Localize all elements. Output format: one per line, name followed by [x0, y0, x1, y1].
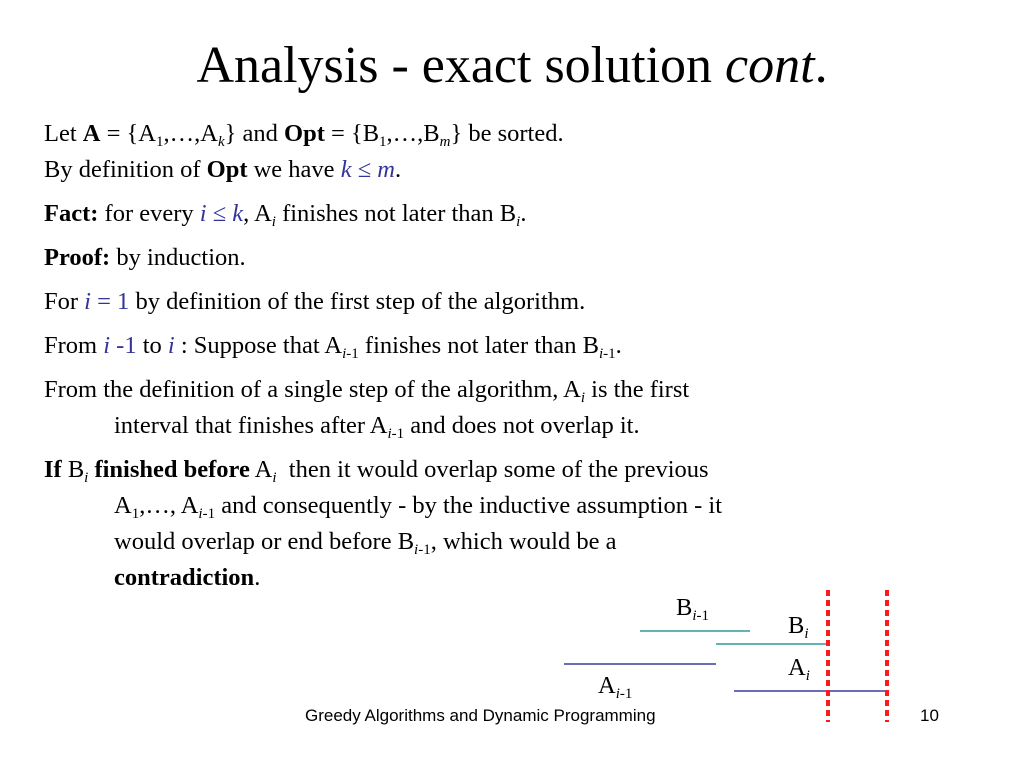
t: m [439, 134, 451, 150]
t: ≤ [206, 200, 233, 227]
t: If [44, 456, 62, 483]
t: . [254, 564, 261, 591]
t: A [788, 654, 806, 681]
line-5 [44, 284, 984, 328]
t: and does not overlap it. [404, 412, 640, 439]
t: A [249, 456, 273, 483]
t: -1 [696, 608, 710, 624]
t: -1 [418, 542, 431, 558]
line-1 [44, 116, 984, 152]
line-6 [44, 328, 984, 372]
t: i [414, 542, 419, 558]
t: ≤ [351, 156, 378, 183]
t: finishes not later than B [358, 332, 599, 359]
t: i [84, 470, 89, 486]
t: finished before [94, 456, 250, 483]
t: -1 [202, 506, 216, 522]
t: i [198, 506, 203, 522]
t: to [136, 332, 168, 359]
t: = {B [324, 120, 380, 147]
page-number: 10 [920, 706, 939, 725]
t: } be sorted. [450, 120, 564, 147]
footer-text: Greedy Algorithms and Dynamic Programming [305, 706, 656, 725]
t: A [82, 120, 101, 147]
t: B [788, 612, 805, 639]
t: contradiction [114, 564, 255, 591]
t: by definition of the first step of the algorithm. [129, 288, 586, 315]
t: is the first [585, 376, 690, 403]
title-italic: cont [725, 37, 815, 94]
t: : Suppose that A [174, 332, 343, 359]
slide-body [44, 116, 984, 596]
t: -1 [110, 332, 137, 359]
t: From [44, 332, 104, 359]
t: For [44, 288, 85, 315]
t: i [804, 626, 809, 642]
t: Let [44, 120, 83, 147]
t: B [61, 456, 85, 483]
line-4 [44, 240, 984, 284]
t: finishes not later than B [275, 200, 517, 227]
t: for every [98, 200, 200, 227]
t: i [580, 390, 586, 406]
t: ,…,A [163, 120, 218, 147]
line-11 [44, 524, 984, 560]
line-12 [44, 560, 984, 596]
t: i [103, 332, 111, 359]
t: -1 [619, 686, 633, 702]
line-3 [44, 196, 984, 240]
t: k [232, 200, 244, 227]
t: , A [243, 200, 272, 227]
line-8 [44, 408, 984, 452]
title-main: Analysis - exact solution [196, 37, 726, 94]
t: . [520, 200, 527, 227]
t: , which would be a [430, 528, 617, 555]
t: 1 [156, 134, 164, 150]
t: A [114, 492, 132, 519]
t: k [217, 134, 225, 150]
t: -1 [603, 346, 616, 362]
t: m [377, 156, 395, 183]
t: = 1 [90, 288, 130, 315]
t: i [387, 426, 392, 442]
t: From the definition of a single step of the algorithm, A [44, 376, 581, 403]
t: i [805, 668, 810, 684]
label-b-i [788, 612, 809, 640]
t: B [676, 594, 693, 621]
t: 1 [379, 134, 387, 150]
t: = {A [100, 120, 157, 147]
line-2 [44, 152, 984, 196]
label-a-i [788, 654, 810, 682]
t: k [340, 156, 352, 183]
t: Opt [206, 156, 248, 183]
t: By definition of [44, 156, 207, 183]
t: i [516, 214, 521, 230]
t: i [199, 200, 207, 227]
t: i [692, 608, 697, 624]
t: 1 [131, 506, 140, 522]
t: we have [247, 156, 341, 183]
t: Opt [284, 120, 325, 147]
t: } and [224, 120, 285, 147]
t: would overlap or end before B [114, 528, 415, 555]
t: then it would overlap some of the previous [276, 456, 709, 483]
t: -1 [346, 346, 359, 362]
t: i [167, 332, 175, 359]
title-end: . [814, 37, 828, 94]
label-a-im1 [598, 672, 632, 700]
t: i [271, 214, 276, 230]
t: Fact: [44, 200, 99, 227]
t: ,…,B [386, 120, 440, 147]
line-9 [44, 452, 984, 488]
t: i [272, 470, 277, 486]
t: i [599, 346, 604, 362]
t: interval that finishes after A [114, 412, 388, 439]
line-10 [44, 488, 984, 524]
label-b-im1 [676, 594, 709, 622]
t: and consequently - by the inductive assumption - it [215, 492, 723, 519]
slide-title [0, 36, 1024, 96]
t: ,…, A [139, 492, 199, 519]
t: -1 [391, 426, 405, 442]
t: i [84, 288, 91, 315]
t: . [615, 332, 622, 359]
t: Proof: [44, 244, 111, 271]
t: by induction. [110, 244, 246, 271]
t: . [394, 156, 402, 183]
line-7 [44, 372, 984, 408]
t: i [342, 346, 347, 362]
t: A [598, 672, 616, 699]
t: i [615, 686, 620, 702]
